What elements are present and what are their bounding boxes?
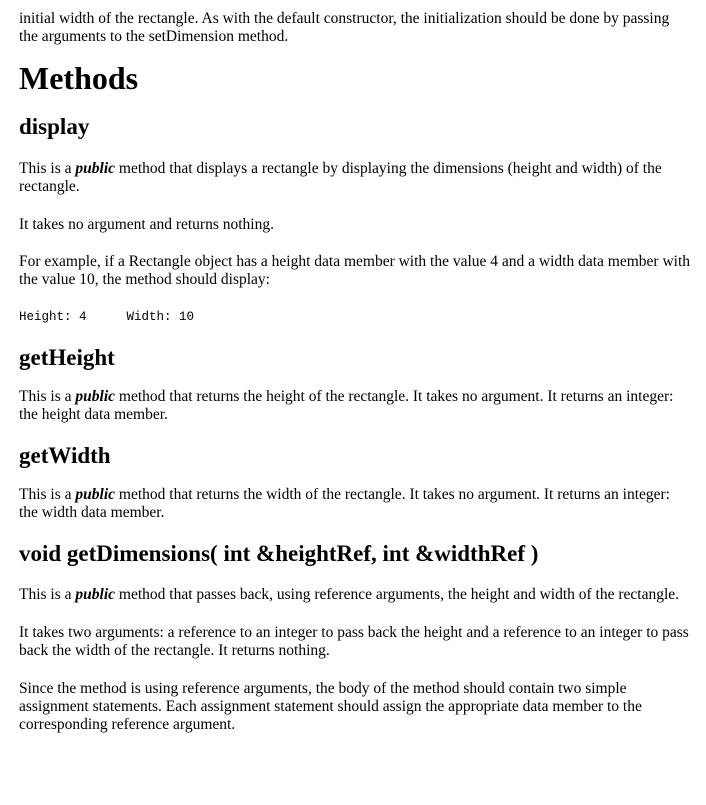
getdimensions-description-pre: This is a bbox=[19, 586, 76, 603]
display-description bbox=[19, 160, 690, 196]
code-width: Width: 10 bbox=[126, 310, 195, 324]
getdimensions-public-keyword: public bbox=[75, 586, 116, 603]
methods-heading: Methods bbox=[19, 60, 139, 96]
getheight-description-pre: This is a bbox=[19, 388, 76, 405]
display-heading: display bbox=[19, 114, 90, 139]
getheight-public-keyword: public bbox=[75, 388, 116, 405]
display-arguments-note: It takes no argument and returns nothing. bbox=[19, 216, 274, 233]
display-example: For example, if a Rectangle object has a height data member with the value 4 and a width data member with the value 10, the method should display: bbox=[19, 253, 691, 288]
getwidth-heading: getWidth bbox=[19, 443, 111, 468]
getheight-section bbox=[19, 344, 690, 424]
getdimensions-section bbox=[19, 540, 690, 734]
code-height: Height: 4 bbox=[19, 310, 87, 324]
display-section bbox=[19, 113, 690, 325]
getheight-description bbox=[19, 388, 690, 424]
display-public-keyword: public bbox=[75, 160, 116, 177]
display-code-output bbox=[19, 309, 690, 325]
getwidth-description-pre: This is a bbox=[19, 486, 76, 503]
getdimensions-description bbox=[19, 586, 690, 604]
getwidth-description-post: method that returns the width of the rectangle. It takes no argument. It returns an integer: the width data member. bbox=[19, 486, 670, 521]
getheight-description-post: method that returns the height of the rectangle. It takes no argument. It returns an integer: the height data member. bbox=[19, 388, 674, 423]
display-description-post: method that displays a rectangle by displaying the dimensions (height and width) of the rectangle. bbox=[19, 160, 662, 195]
getdimensions-heading: void getDimensions( int &heightRef, int &widthRef ) bbox=[19, 541, 539, 566]
getdimensions-description-post: method that passes back, using reference arguments, the height and width of the rectangle. bbox=[115, 586, 680, 603]
intro-paragraph: initial width of the rectangle. As with the default constructor, the initialization should be done by passing the arguments to the setDimension method. bbox=[19, 10, 670, 45]
getwidth-section bbox=[19, 442, 690, 522]
getdimensions-arguments-note: It takes two arguments: a reference to an integer to pass back the height and a reference to an integer to pass back the width of the rectangle. It returns nothing. bbox=[19, 624, 689, 659]
getheight-heading: getHeight bbox=[19, 345, 115, 370]
display-description-pre: This is a bbox=[19, 160, 76, 177]
getwidth-description bbox=[19, 486, 690, 522]
getdimensions-implementation-note: Since the method is using reference arguments, the body of the method should contain two simple assignment statements. Each assignment statement should assign the appropriate data member to the corresponding reference argument. bbox=[19, 680, 642, 733]
getwidth-public-keyword: public bbox=[75, 486, 116, 503]
